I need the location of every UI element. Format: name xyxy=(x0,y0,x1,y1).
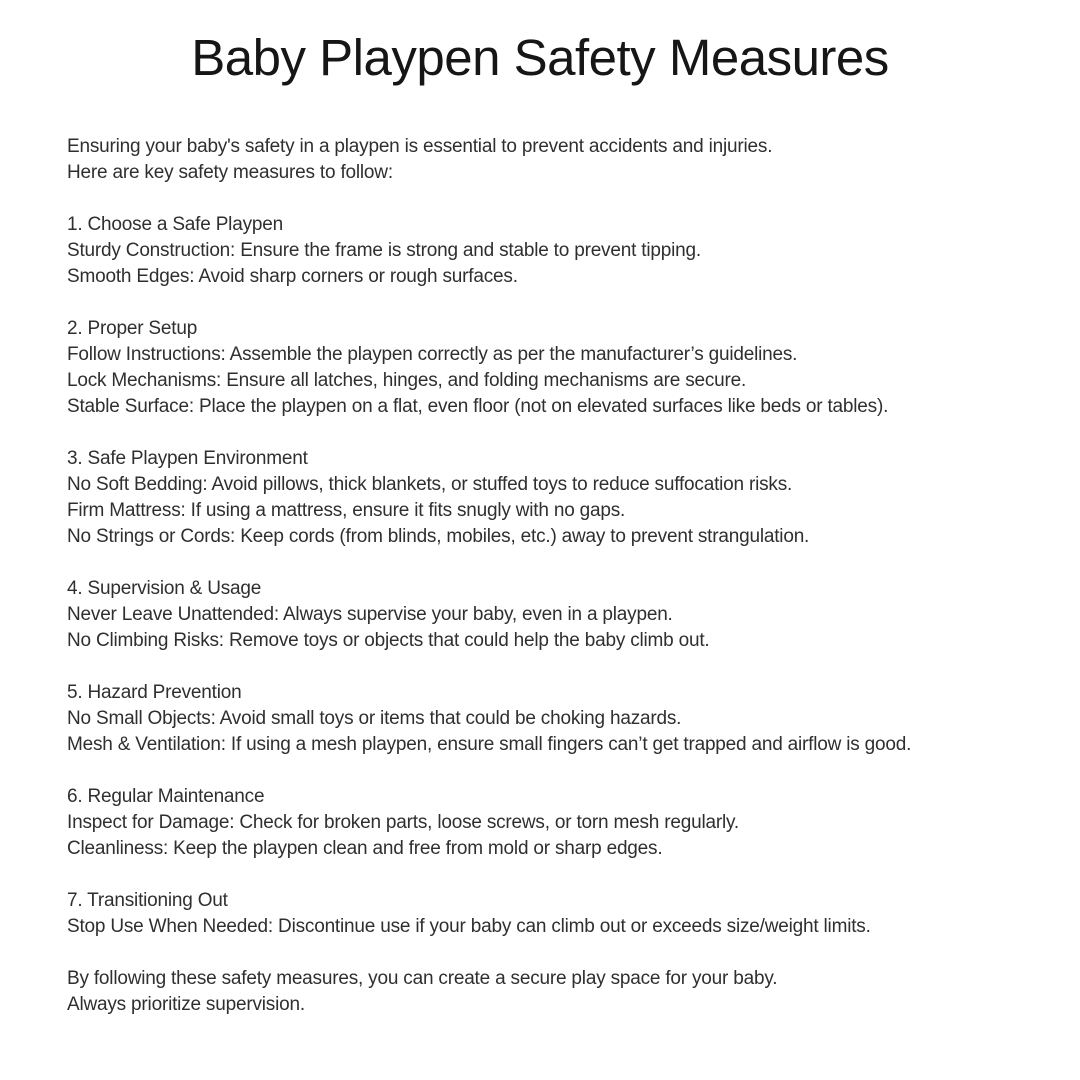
section-heading: 3. Safe Playpen Environment xyxy=(67,448,308,469)
text-line: By following these safety measures, you can create a secure play space for your baby. xyxy=(67,968,778,989)
section-heading: 5. Hazard Prevention xyxy=(67,682,242,703)
text-line: Ensuring your baby's safety in a playpen is essential to prevent accidents and injuries. xyxy=(67,136,773,157)
document-body xyxy=(67,134,1020,1018)
text-line: Stop Use When Needed: Discontinue use if your baby can climb out or exceeds size/weight limits. xyxy=(67,916,871,937)
section-supervision-usage xyxy=(67,576,1020,654)
section-regular-maintenance xyxy=(67,784,1020,862)
intro-paragraph xyxy=(67,134,1020,186)
closing-paragraph xyxy=(67,966,1020,1018)
text-line: Never Leave Unattended: Always supervise your baby, even in a playpen. xyxy=(67,604,673,625)
text-line: Sturdy Construction: Ensure the frame is strong and stable to prevent tipping. xyxy=(67,240,701,261)
text-line: Stable Surface: Place the playpen on a flat, even floor (not on elevated surfaces like beds or tables). xyxy=(67,396,889,417)
text-line: No Small Objects: Avoid small toys or items that could be choking hazards. xyxy=(67,708,682,729)
text-line: Inspect for Damage: Check for broken parts, loose screws, or torn mesh regularly. xyxy=(67,812,739,833)
section-heading: 1. Choose a Safe Playpen xyxy=(67,214,283,235)
page-title: Baby Playpen Safety Measures xyxy=(191,29,889,86)
text-line: Follow Instructions: Assemble the playpen correctly as per the manufacturer’s guidelines. xyxy=(67,344,798,365)
text-line: No Strings or Cords: Keep cords (from blinds, mobiles, etc.) away to prevent strangulation. xyxy=(67,526,810,547)
text-line: Firm Mattress: If using a mattress, ensure it fits snugly with no gaps. xyxy=(67,500,626,521)
section-heading: 7. Transitioning Out xyxy=(67,890,228,911)
text-line: Here are key safety measures to follow: xyxy=(67,162,393,183)
section-transitioning-out xyxy=(67,888,1020,940)
text-line: No Soft Bedding: Avoid pillows, thick blankets, or stuffed toys to reduce suffocation risks. xyxy=(67,474,793,495)
text-line: Always prioritize supervision. xyxy=(67,994,305,1015)
section-heading: 6. Regular Maintenance xyxy=(67,786,265,807)
section-proper-setup xyxy=(67,316,1020,420)
text-line: Cleanliness: Keep the playpen clean and free from mold or sharp edges. xyxy=(67,838,663,859)
section-hazard-prevention xyxy=(67,680,1020,758)
text-line: Lock Mechanisms: Ensure all latches, hinges, and folding mechanisms are secure. xyxy=(67,370,747,391)
text-line: Smooth Edges: Avoid sharp corners or rough surfaces. xyxy=(67,266,518,287)
section-safe-environment xyxy=(67,446,1020,550)
section-heading: 2. Proper Setup xyxy=(67,318,198,339)
section-choose-safe-playpen xyxy=(67,212,1020,290)
text-line: No Climbing Risks: Remove toys or objects that could help the baby climb out. xyxy=(67,630,710,651)
text-line: Mesh & Ventilation: If using a mesh playpen, ensure small fingers can’t get trapped and airflow is good. xyxy=(67,734,912,755)
section-heading: 4. Supervision & Usage xyxy=(67,578,262,599)
